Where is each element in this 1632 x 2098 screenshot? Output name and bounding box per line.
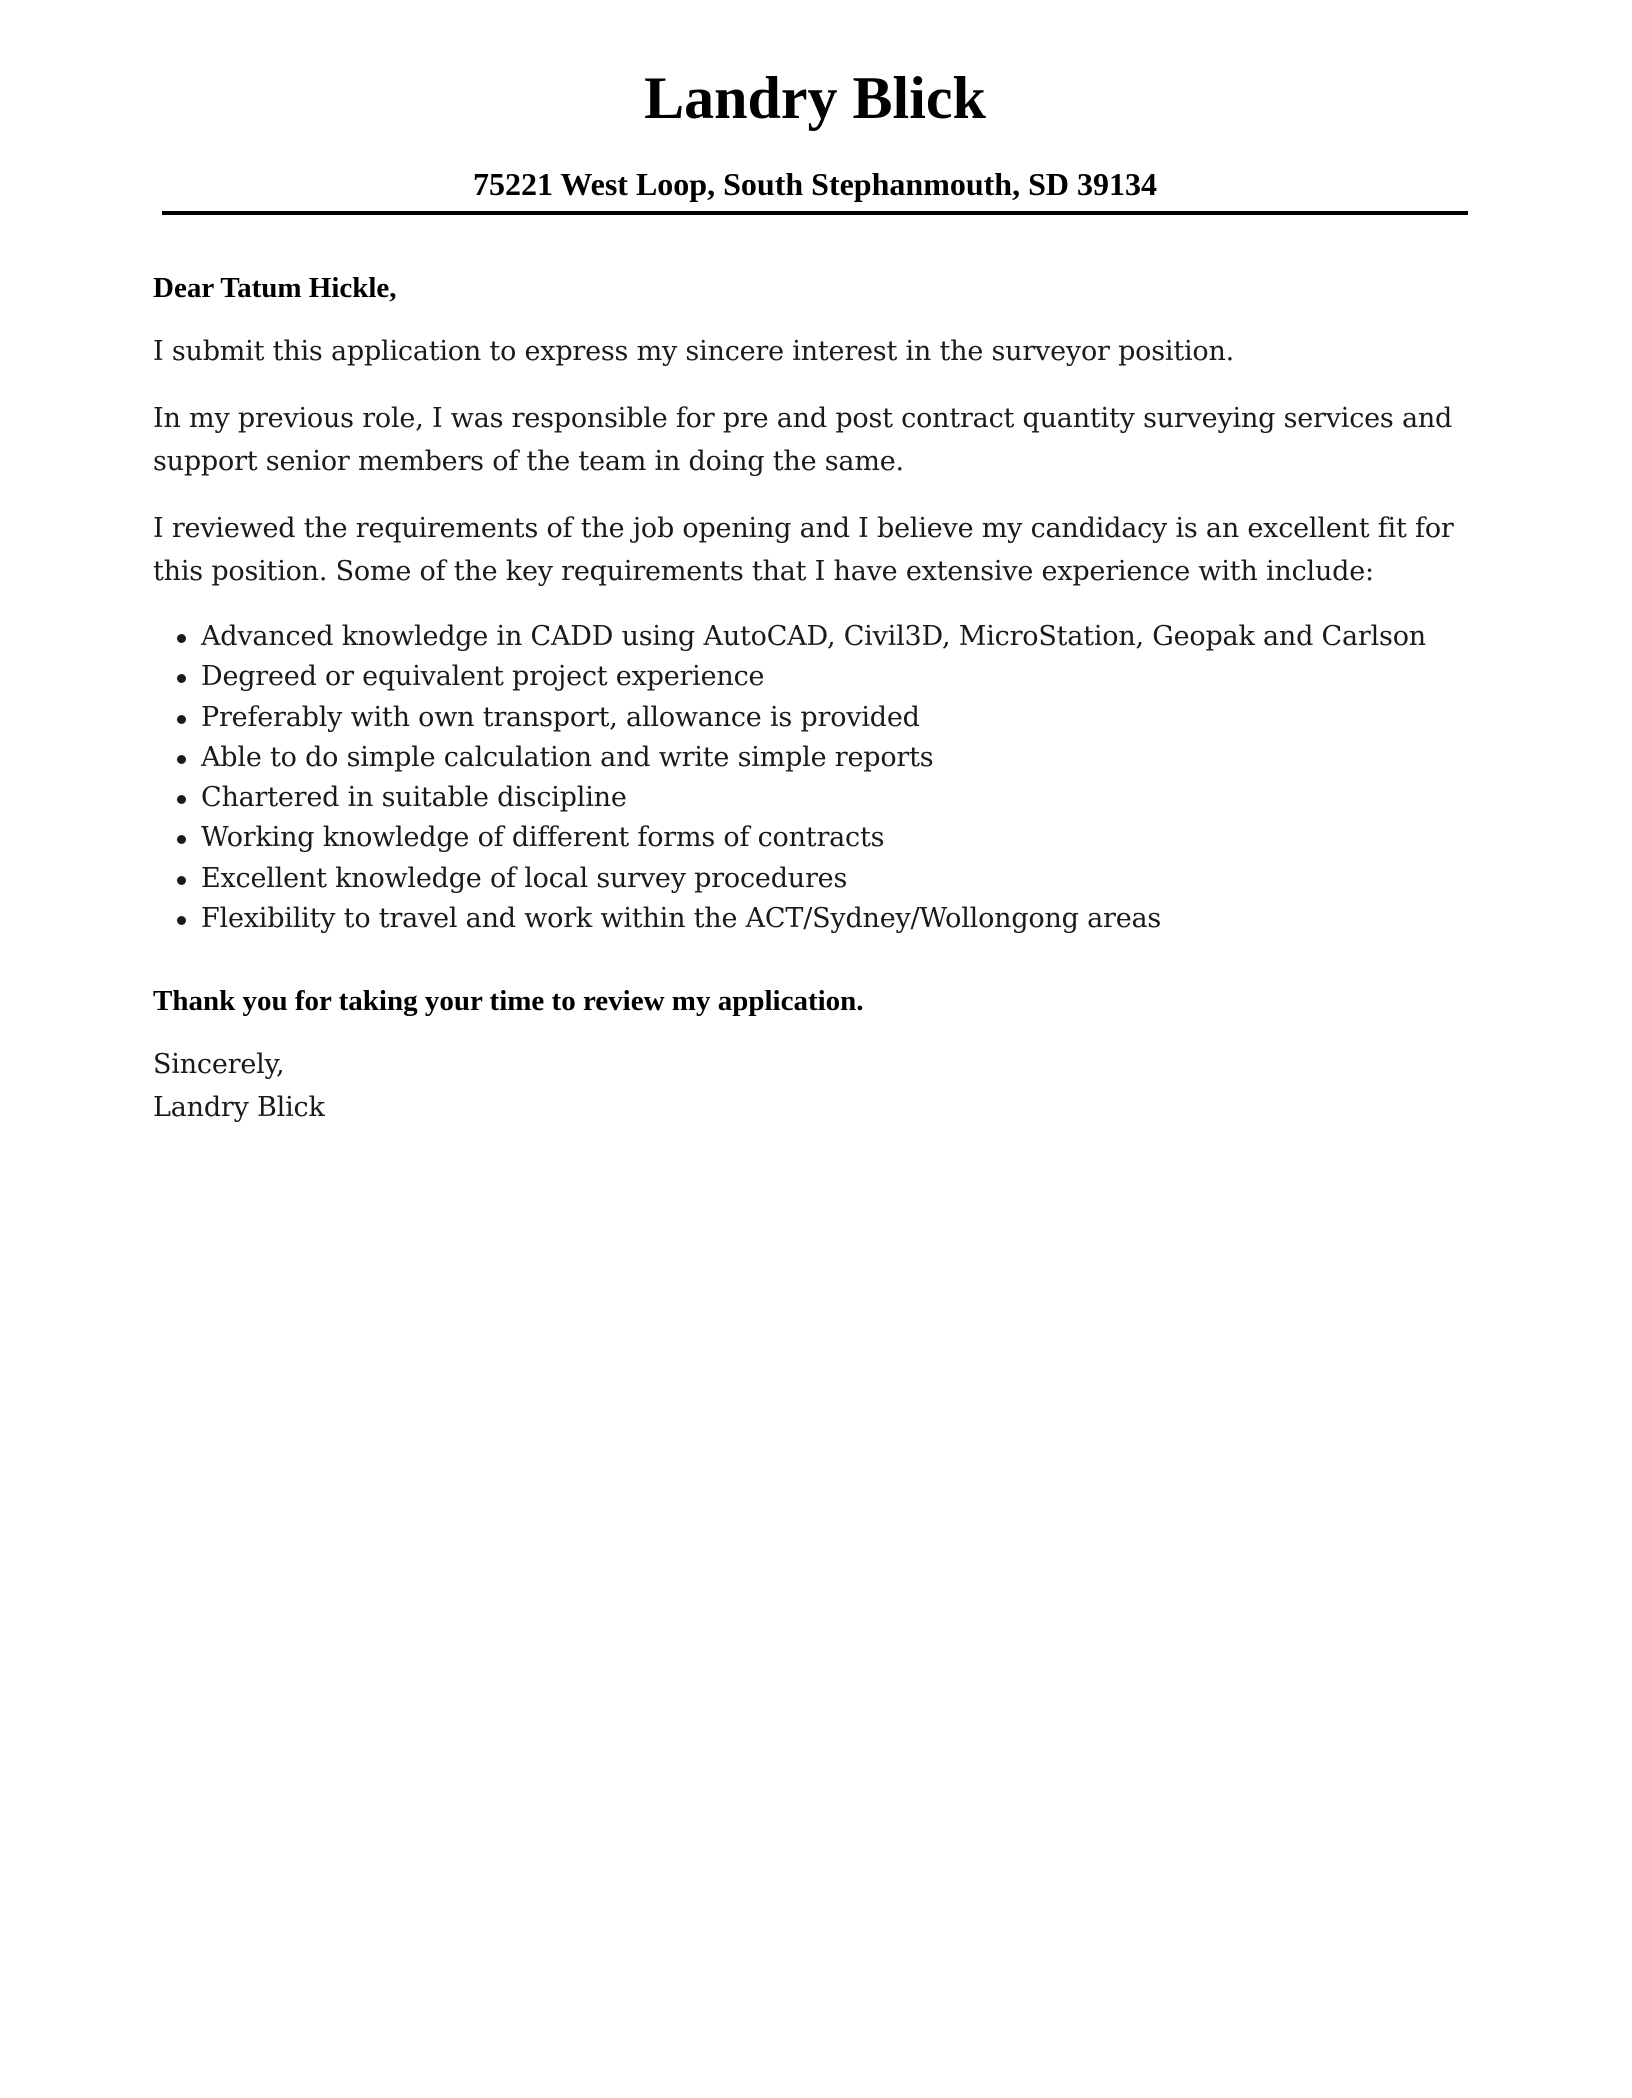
header-divider [162, 211, 1468, 215]
closing: Sincerely, [153, 1049, 285, 1081]
list-item-text: Chartered in suitable discipline [201, 782, 627, 814]
list-item-text: Degreed or equivalent project experience [201, 661, 765, 693]
bullet-icon [177, 876, 186, 885]
list-item [153, 818, 1473, 858]
letter-body [153, 268, 1473, 1129]
intro-paragraph: I submit this application to express my sincere interest in the surveyor position. [153, 336, 1235, 367]
list-item [153, 617, 1473, 657]
applicant-address: 75221 West Loop, South Stephanmouth, SD 39134 [472, 166, 1157, 202]
list-item-text: Working knowledge of different forms of contracts [201, 822, 885, 854]
bullet-icon [177, 634, 186, 643]
closing-block [153, 1043, 1473, 1129]
list-item [153, 738, 1473, 778]
list-item-text: Advanced knowledge in CADD using AutoCAD, Civil3D, MicroStation, Geopak and Carlson [201, 621, 1426, 652]
thank-you-line: Thank you for taking your time to review my application. [153, 985, 864, 1018]
requirements-paragraph: I reviewed the requirements of the job opening and I believe my candidacy is an excellent fit for this position. Some of the key requirements that I have extensive experience with include: [153, 513, 1454, 587]
bullet-icon [177, 835, 186, 844]
list-item [153, 899, 1473, 939]
bullet-icon [177, 755, 186, 764]
list-item-text: Flexibility to travel and work within the ACT/Sydney/Wollongong areas [201, 903, 1162, 935]
bullet-icon [177, 916, 186, 925]
list-item-text: Able to do simple calculation and write simple reports [201, 741, 934, 773]
list-item-text: Preferably with own transport, allowance is provided [201, 701, 920, 733]
letter-header [162, 58, 1468, 204]
experience-paragraph: In my previous role, I was responsible for pre and post contract quantity surveying services and support senior members of the team in doing the same. [153, 403, 1453, 477]
requirements-list [153, 617, 1473, 939]
bullet-icon [177, 795, 186, 804]
list-item [153, 698, 1473, 738]
applicant-name: Landry Blick [644, 65, 986, 131]
list-item [153, 859, 1473, 899]
bullet-icon [177, 674, 186, 683]
list-item [153, 778, 1473, 818]
list-item [153, 657, 1473, 697]
bullet-icon [177, 715, 186, 724]
list-item-text: Excellent knowledge of local survey procedures [201, 862, 848, 894]
signature: Landry Blick [153, 1092, 325, 1124]
salutation: Dear Tatum Hickle, [153, 272, 397, 304]
